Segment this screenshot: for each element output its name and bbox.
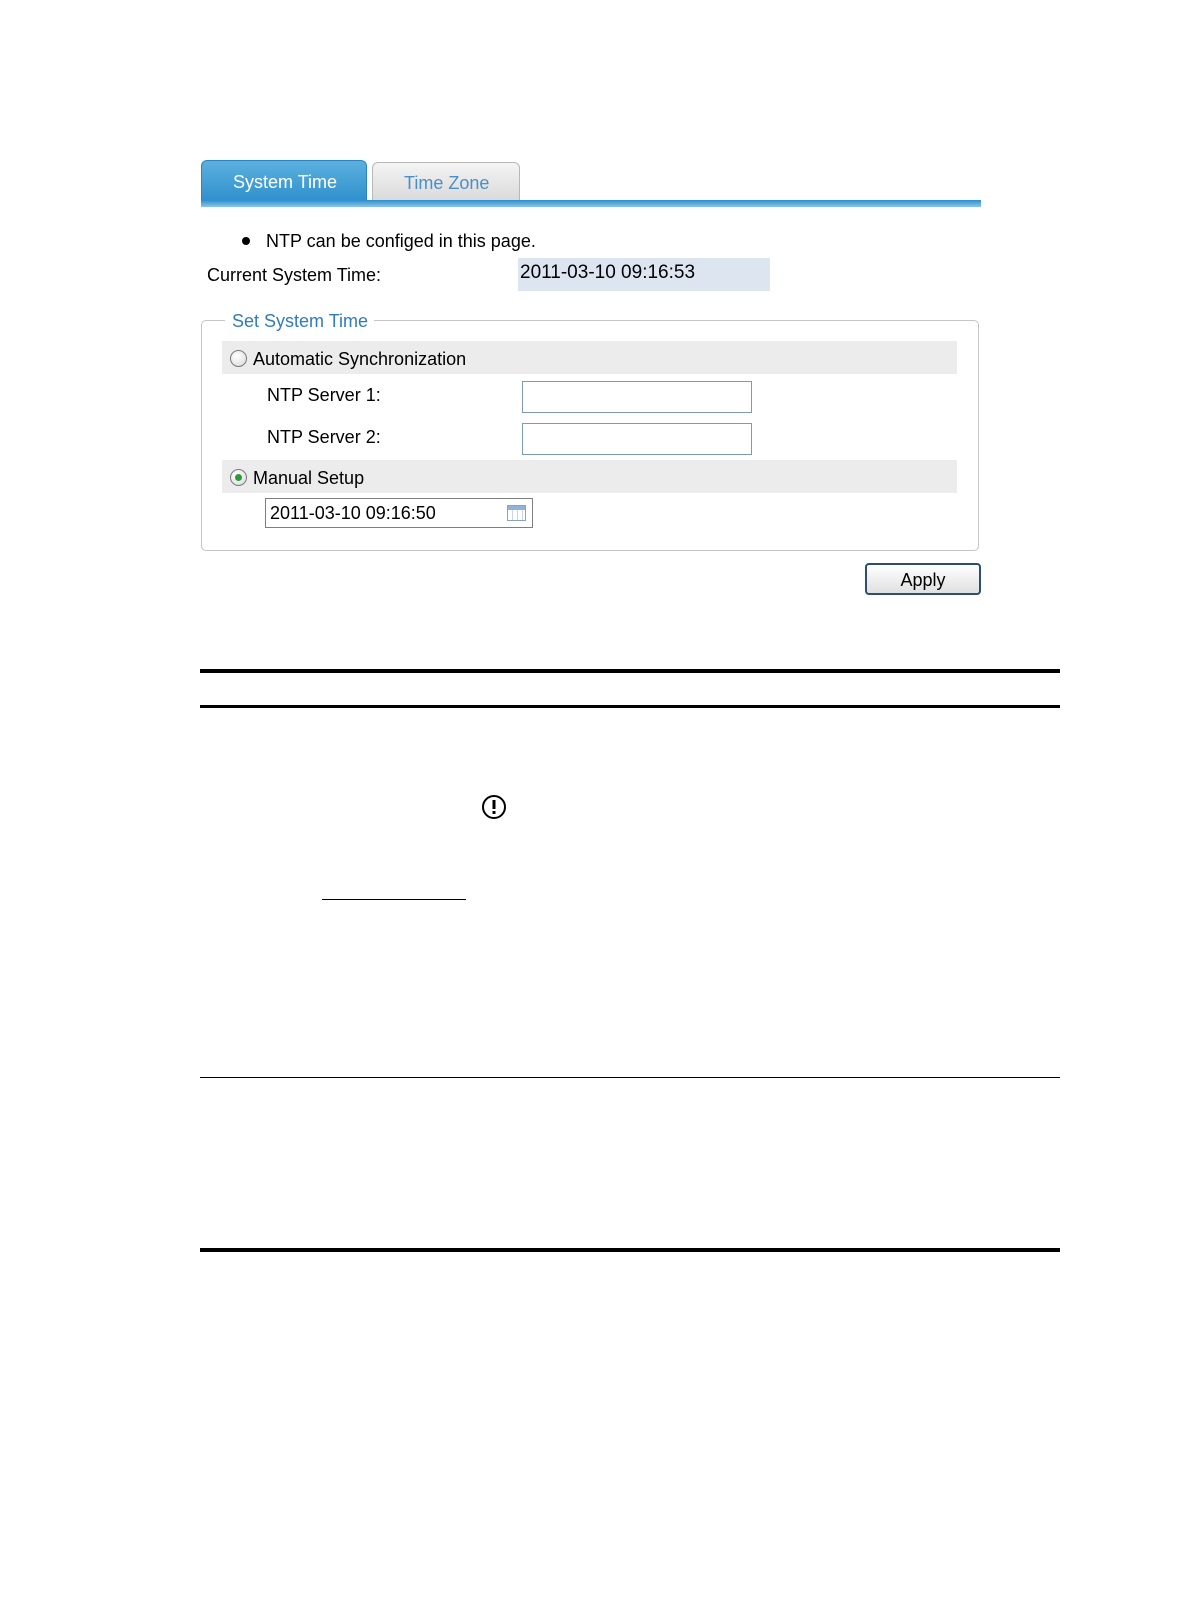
- current-time-value: 2011-03-10 09:16:53: [518, 258, 770, 291]
- auto-sync-label[interactable]: Automatic Synchronization: [253, 349, 467, 369]
- current-time-label: Current System Time:: [207, 265, 382, 285]
- table-header-rule: [200, 705, 1060, 708]
- manual-datetime-input[interactable]: 2011-03-10 09:16:50: [265, 498, 533, 528]
- ntp-server-2-label: NTP Server 2:: [267, 427, 381, 447]
- tab-time-zone[interactable]: Time Zone: [372, 162, 520, 203]
- calendar-icon[interactable]: [507, 505, 526, 521]
- ntp-server-2-input[interactable]: [522, 423, 752, 455]
- table-top-rule: [200, 669, 1060, 673]
- tab-underline: [201, 200, 981, 207]
- bullet-icon: [242, 237, 250, 245]
- manual-setup-label[interactable]: Manual Setup: [253, 468, 365, 488]
- link-underline: [322, 899, 466, 900]
- ntp-server-1-input[interactable]: [522, 381, 752, 413]
- table-bottom-rule: [200, 1248, 1060, 1252]
- tab-system-time[interactable]: System Time: [201, 160, 367, 203]
- set-system-time-legend: Set System Time: [225, 311, 374, 332]
- ntp-server-1-label: NTP Server 1:: [267, 385, 381, 405]
- caution-icon: [481, 794, 507, 820]
- manual-setup-radio[interactable]: [230, 469, 247, 486]
- auto-sync-radio[interactable]: [230, 350, 247, 367]
- apply-button[interactable]: Apply: [865, 563, 981, 595]
- table-divider-rule: [200, 1077, 1060, 1078]
- radio-selected-dot: [235, 474, 242, 481]
- ntp-note: NTP can be configed in this page.: [266, 231, 536, 251]
